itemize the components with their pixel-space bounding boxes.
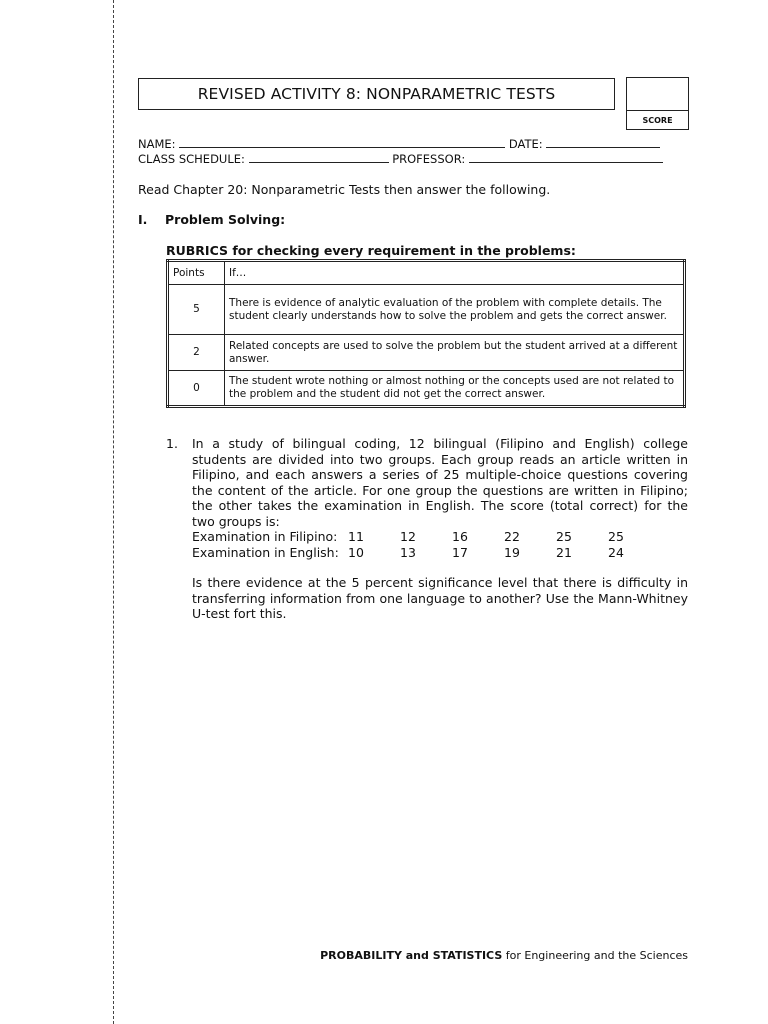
score-value: 24 [608,544,624,560]
score-value: 11 [348,529,364,544]
rubric-table [166,259,686,408]
section-number: I. [138,212,148,227]
rubric-row [168,371,685,407]
score-value: 10 [348,544,364,560]
rubric-points: 0 [168,371,225,407]
rubric-points: 2 [168,335,225,371]
score-value: 25 [556,529,572,544]
professor-label: PROFESSOR: [392,152,466,166]
footer [320,949,688,962]
class-schedule-label: CLASS SCHEDULE: [138,152,245,166]
instruction: Read Chapter 20: Nonparametric Tests then answer the following. [138,182,551,197]
date-label: DATE: [508,137,543,151]
problem-question: Is there evidence at the 5 percent significance level that there is difficulty in transferring information from one language to another? Use the Mann-Whitney U-test fort this. [192,575,688,621]
rubric-header-if: If… [225,261,685,285]
score-value: 12 [400,529,416,544]
footer-subtitle: for Engineering and the Sciences [502,949,688,962]
rubric-criteria: Related concepts are used to solve the problem but the student arrived at a different answer. [225,335,685,371]
date-field[interactable] [546,137,660,148]
scores-label: Examination in English: [192,544,339,560]
class-schedule-field[interactable] [249,152,389,163]
rubric-title: RUBRICS for checking every requirement in the problems: [166,243,576,258]
score-value: 13 [400,544,416,560]
professor-field[interactable] [469,152,663,163]
rubric-row [168,335,685,371]
rubric-row [168,285,685,335]
activity-title: REVISED ACTIVITY 8: NONPARAMETRIC TESTS [197,85,556,103]
rubric-criteria: The student wrote nothing or almost nothing or the concepts used are not related to the problem and the student did not get the correct answer. [225,371,685,407]
score-value: 22 [504,529,520,544]
score-value: 21 [556,544,572,560]
score-label: SCORE [627,110,688,129]
scores-row-english [192,545,660,561]
name-field[interactable] [179,137,505,148]
rubric-criteria: There is evidence of analytic evaluation of the problem with complete details. The student clearly understands how to solve the problem and gets the correct answer. [225,285,685,335]
score-value: 25 [608,529,624,544]
problem-text: In a study of bilingual coding, 12 bilingual (Filipino and English) college students are divided into two groups. Each group reads an article written in Filipino, and each answers a series of 25 multiple-choice questions covering the content of the article. For one group the questions are written in Filipino; the other takes the examination in English. The score (total correct) for the two groups is: [192,436,688,529]
margin-line [113,0,114,1024]
section-heading [138,212,285,227]
section-title: Problem Solving: [165,212,286,227]
score-box [626,77,689,130]
score-value: 17 [452,544,468,560]
problem-number: 1. [166,436,178,451]
rubric-points: 5 [168,285,225,335]
name-label: NAME: [138,137,176,151]
footer-title: PROBABILITY and STATISTICS [320,949,503,962]
scores-row-filipino [192,529,660,545]
schedule-professor-line [138,152,663,166]
activity-title-box [138,78,615,110]
rubric-header-points: Points [168,261,225,285]
scores-table [192,529,660,560]
score-value: 19 [504,544,520,560]
score-value: 16 [452,529,468,544]
name-date-line [138,137,660,151]
rubric-header-row [168,261,685,285]
problem-1 [166,436,688,529]
scores-label: Examination in Filipino: [192,529,338,544]
